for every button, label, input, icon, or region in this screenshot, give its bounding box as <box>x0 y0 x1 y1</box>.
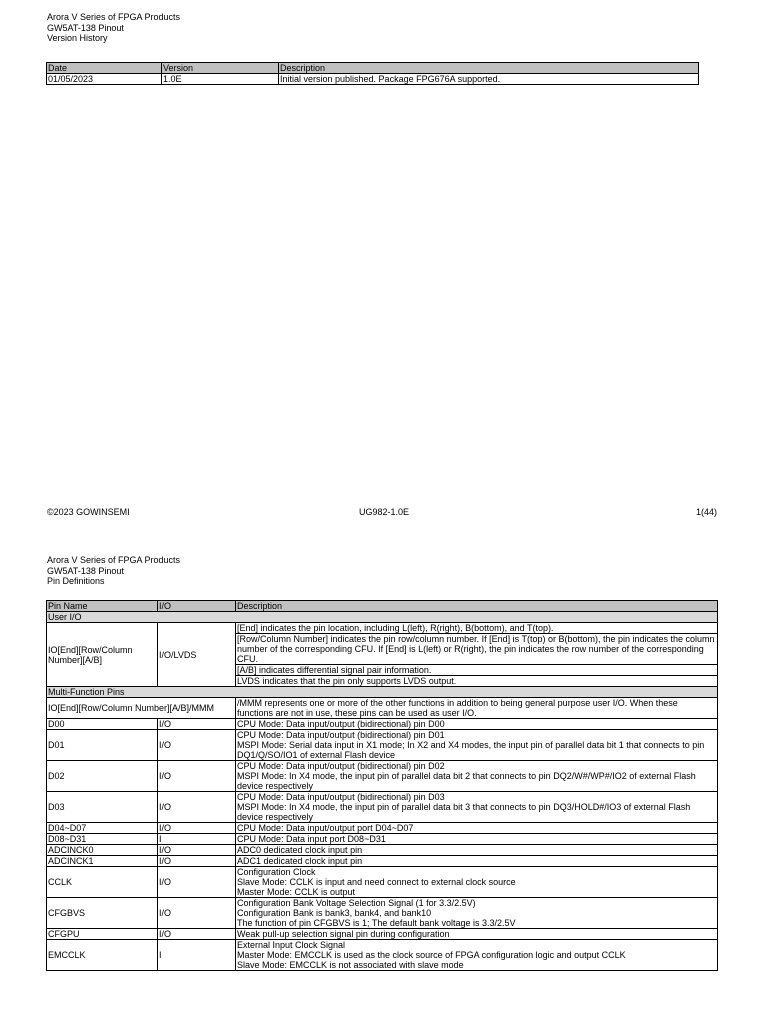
io-cell: I <box>158 940 236 971</box>
io-cell: I/O/LVDS <box>158 623 236 687</box>
table-row <box>47 823 718 834</box>
document-title: GW5AT-138 Pinout <box>47 22 124 33</box>
table-row <box>47 867 718 898</box>
description-cell: [Row/Column Number] indicates the pin row/column number. If [End] is T(top) or B(bottom), the pin indicates the column number of the corresponding CFU. If [End] is L(left) or R(right), the pin indicates the row number of the corresponding CFU. <box>236 634 718 665</box>
section-label: User I/O <box>47 612 718 623</box>
description-cell: /MMM represents one or more of the other functions in addition to being general purpose user I/O. When these functions are not in use, these pins can be used as user I/O. <box>236 698 718 719</box>
io-cell: I <box>158 834 236 845</box>
description-cell: External Input Clock Signal Master Mode: EMCCLK is used as the clock source of FPGA configuration logic and output CCLK Slave Mode: EMCCLK is not associated with slave mode <box>236 940 718 971</box>
pin-name-cell: D01 <box>47 730 158 761</box>
description-cell: CPU Mode: Data input/output (bidirectional) pin D02 MSPI Mode: In X4 mode, the input pin of parallel data bit 2 that connects to pin DQ2/W#/WP#/IO2 of external Flash device respectively <box>236 761 718 792</box>
pin-name-cell: CFGPU <box>47 929 158 940</box>
page2-header <box>47 555 180 587</box>
io-cell: I/O <box>158 845 236 856</box>
table-row <box>47 856 718 867</box>
table-row <box>47 834 718 845</box>
section-row <box>47 612 718 623</box>
pin-name-cell: D03 <box>47 792 158 823</box>
description-cell: Weak pull-up selection signal pin during configuration <box>236 929 718 940</box>
description-cell: ADC0 dedicated clock input pin <box>236 845 718 856</box>
page1-header <box>47 12 180 44</box>
table-row <box>47 845 718 856</box>
io-cell: I/O <box>158 730 236 761</box>
pin-name-cell: IO[End][Row/Column Number][A/B] <box>47 623 158 687</box>
io-cell: I/O <box>158 929 236 940</box>
io-cell: I/O <box>158 856 236 867</box>
io-cell: I/O <box>158 719 236 730</box>
product-series: Arora V Series of FPGA Products <box>47 555 181 565</box>
section-label: Multi-Function Pins <box>47 687 718 698</box>
description-cell: [End] indicates the pin location, including L(left), R(right), B(bottom), and T(top). <box>236 623 718 634</box>
description-cell: CPU Mode: Data input/output (bidirectional) pin D01 MSPI Mode: Serial data input in X1 mode; In X2 and X4 modes, the input pin of parallel data bit 1 that connects to pin DQ1/Q/SO/IO1 of external Flash device <box>236 730 718 761</box>
footer-page-number: 1(44) <box>696 507 718 517</box>
pin-name-cell: CFGBVS <box>47 898 158 929</box>
io-cell: I/O <box>158 898 236 929</box>
description-cell: CPU Mode: Data input/output (bidirectional) pin D00 <box>236 719 718 730</box>
table-header-row <box>47 601 718 612</box>
io-cell: I/O <box>158 761 236 792</box>
description-cell: CPU Mode: Data input/output port D04~D07 <box>236 823 718 834</box>
column-header: I/O <box>158 601 236 612</box>
pin-name-cell: D02 <box>47 761 158 792</box>
table-row <box>47 792 718 823</box>
product-series: Arora V Series of FPGA Products <box>47 12 181 22</box>
section-row <box>47 687 718 698</box>
date-cell: 01/05/2023 <box>47 74 162 85</box>
pin-name-cell: EMCCLK <box>47 940 158 971</box>
pin-name-cell: ADCINCK1 <box>47 856 158 867</box>
pin-name-cell: IO[End][Row/Column Number][A/B]/MMM <box>47 698 236 719</box>
table-row <box>47 730 718 761</box>
table-row <box>47 929 718 940</box>
description-cell: [A/B] indicates differential signal pair information. <box>236 665 718 676</box>
io-cell: I/O <box>158 792 236 823</box>
description-cell: LVDS indicates that the pin only supports LVDS output. <box>236 676 718 687</box>
description-cell: Configuration Clock Slave Mode: CCLK is input and need connect to external clock source Master Mode: CCLK is output <box>236 867 718 898</box>
pin-name-cell: ADCINCK0 <box>47 845 158 856</box>
table-row <box>47 719 718 730</box>
pin-name-cell: D08~D31 <box>47 834 158 845</box>
io-cell: I/O <box>158 823 236 834</box>
section-title: Version History <box>47 33 108 43</box>
version-history-table <box>46 62 699 85</box>
table-row <box>47 74 699 85</box>
pin-name-cell: CCLK <box>47 867 158 898</box>
section-title: Pin Definitions <box>47 576 105 586</box>
description-cell: CPU Mode: Data input/output (bidirectional) pin D03 MSPI Mode: In X4 mode, the input pin of parallel data bit 3 that connects to pin DQ3/HOLD#/IO3 of external Flash device respectively <box>236 792 718 823</box>
pin-definitions-table <box>46 600 718 971</box>
table-row <box>47 898 718 929</box>
column-header: Date <box>47 63 162 74</box>
column-header: Version <box>162 63 279 74</box>
description-cell: ADC1 dedicated clock input pin <box>236 856 718 867</box>
description-cell: CPU Mode: Data input port D08~D31 <box>236 834 718 845</box>
table-header-row <box>47 63 699 74</box>
table-row <box>47 623 718 634</box>
column-header: Description <box>279 63 699 74</box>
description-cell: Initial version published. Package FPG676A supported. <box>279 74 699 85</box>
footer-doc-id: UG982-1.0E <box>359 507 410 517</box>
column-header: Pin Name <box>47 601 158 612</box>
table-row <box>47 940 718 971</box>
document-title: GW5AT-138 Pinout <box>47 565 124 576</box>
io-cell: I/O <box>158 867 236 898</box>
pin-name-cell: D04~D07 <box>47 823 158 834</box>
footer-copyright: ©2023 GOWINSEMI <box>47 507 130 517</box>
column-header: Description <box>236 601 718 612</box>
table-row <box>47 761 718 792</box>
description-cell: Configuration Bank Voltage Selection Signal (1 for 3.3/2.5V) Configuration Bank is bank3, bank4, and bank10 The function of pin CFGBVS is 1; The default bank voltage is 3.3/2.5V <box>236 898 718 929</box>
pin-name-cell: D00 <box>47 719 158 730</box>
table-row <box>47 698 718 719</box>
version-cell: 1.0E <box>162 74 279 85</box>
